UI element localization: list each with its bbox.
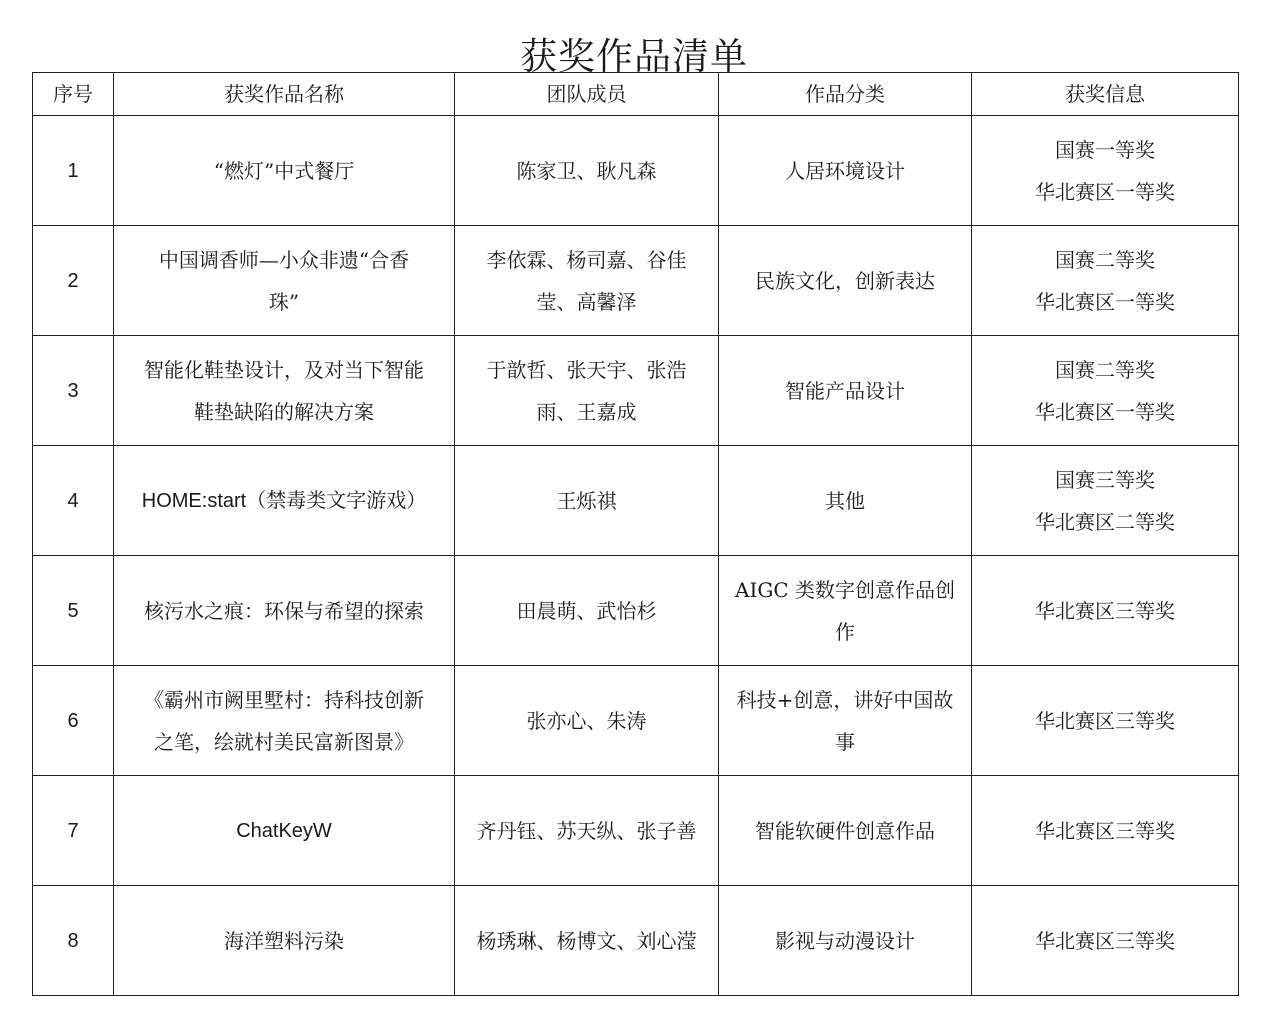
cell-members — [455, 556, 719, 666]
cell-line: 海洋塑料污染 — [224, 928, 344, 953]
cell-line: AIGC 类数字创意作品创 — [735, 577, 955, 602]
cell-category — [719, 776, 972, 886]
cell-category — [719, 446, 972, 556]
cell-line: 齐丹钰、苏天纵、张子善 — [476, 818, 697, 843]
cell-award — [972, 336, 1239, 446]
cell-line: 影视与动漫设计 — [775, 928, 915, 953]
cell-index: 2 — [33, 226, 114, 336]
cell-line: 华北赛区一等奖 — [1035, 289, 1175, 314]
cell-index: 1 — [33, 116, 114, 226]
cell-line: 中国调香师—小众非遗“合香 — [158, 247, 410, 272]
cell-category — [719, 116, 972, 226]
cell-index: 3 — [33, 336, 114, 446]
cell-line: 华北赛区一等奖 — [1035, 179, 1175, 204]
cell-line: 核污水之痕：环保与希望的探索 — [144, 598, 424, 623]
cell-award — [972, 886, 1239, 996]
cell-line: 国赛三等奖 — [1055, 467, 1155, 492]
cell-members — [455, 116, 719, 226]
table-row — [33, 336, 1239, 446]
table-row — [33, 446, 1239, 556]
header-index: 序号 — [33, 73, 114, 116]
cell-line: 科技+创意，讲好中国故 — [736, 687, 954, 712]
cell-name — [114, 336, 455, 446]
cell-line: 其他 — [825, 488, 865, 513]
cell-line: “燃灯”中式餐厅 — [213, 158, 355, 183]
table-row — [33, 776, 1239, 886]
cell-index: 4 — [33, 446, 114, 556]
cell-award — [972, 556, 1239, 666]
cell-line: 国赛一等奖 — [1055, 137, 1155, 162]
cell-line: 智能化鞋垫设计，及对当下智能 — [144, 357, 424, 382]
header-name: 获奖作品名称 — [114, 73, 455, 116]
cell-line: 人居环境设计 — [785, 158, 905, 183]
cell-award — [972, 446, 1239, 556]
cell-index: 5 — [33, 556, 114, 666]
cell-line: 华北赛区三等奖 — [1035, 818, 1175, 843]
cell-index: 8 — [33, 886, 114, 996]
cell-award — [972, 116, 1239, 226]
cell-name — [114, 446, 455, 556]
cell-line: 国赛二等奖 — [1055, 247, 1155, 272]
cell-line: 珠” — [268, 289, 300, 314]
cell-line: 于歆哲、张天宇、张浩 — [486, 357, 687, 382]
cell-category — [719, 666, 972, 776]
cell-line: 华北赛区三等奖 — [1035, 598, 1175, 623]
cell-line: 华北赛区三等奖 — [1035, 708, 1175, 733]
table-row — [33, 556, 1239, 666]
cell-name — [114, 556, 455, 666]
page-title: 获奖作品清单 — [520, 34, 748, 78]
cell-index: 6 — [33, 666, 114, 776]
cell-line: 国赛二等奖 — [1055, 357, 1155, 382]
cell-line: 作 — [835, 619, 855, 644]
cell-category — [719, 336, 972, 446]
cell-line: 事 — [835, 729, 855, 754]
cell-line: HOME:start（禁毒类文字游戏） — [141, 489, 427, 512]
cell-category — [719, 556, 972, 666]
cell-category — [719, 226, 972, 336]
cell-award — [972, 666, 1239, 776]
cell-name — [114, 226, 455, 336]
cell-category — [719, 886, 972, 996]
cell-members — [455, 776, 719, 886]
table-row — [33, 886, 1239, 996]
cell-line: 李依霖、杨司嘉、谷佳 — [486, 247, 687, 272]
award-table — [32, 72, 1239, 996]
cell-line: 王烁祺 — [556, 488, 617, 513]
cell-line: 《霸州市阙里墅村：持科技创新 — [144, 687, 424, 712]
cell-line: 智能软硬件创意作品 — [755, 818, 935, 843]
cell-name — [114, 116, 455, 226]
cell-award — [972, 776, 1239, 886]
cell-line: ChatKeyW — [236, 819, 332, 842]
cell-award — [972, 226, 1239, 336]
cell-line: 民族文化，创新表达 — [755, 268, 935, 293]
table-row — [33, 116, 1239, 226]
header-row — [33, 73, 1239, 116]
cell-members — [455, 226, 719, 336]
cell-line: 华北赛区二等奖 — [1035, 509, 1175, 534]
cell-name — [114, 666, 455, 776]
table-row — [33, 666, 1239, 776]
cell-members — [455, 446, 719, 556]
cell-line: 华北赛区三等奖 — [1035, 928, 1175, 953]
cell-line: 鞋垫缺陷的解决方案 — [194, 399, 374, 424]
cell-line: 华北赛区一等奖 — [1035, 399, 1175, 424]
cell-name — [114, 776, 455, 886]
cell-line: 智能产品设计 — [785, 378, 905, 403]
cell-index: 7 — [33, 776, 114, 886]
cell-line: 张亦心、朱涛 — [526, 708, 647, 733]
cell-name — [114, 886, 455, 996]
cell-members — [455, 666, 719, 776]
cell-line: 雨、王嘉成 — [536, 399, 637, 424]
header-category: 作品分类 — [719, 73, 972, 116]
cell-line: 田晨萌、武怡杉 — [516, 598, 657, 623]
cell-members — [455, 336, 719, 446]
cell-line: 杨琇琳、杨博文、刘心滢 — [476, 928, 697, 953]
header-members: 团队成员 — [455, 73, 719, 116]
cell-line: 之笔，绘就村美民富新图景》 — [154, 729, 414, 754]
cell-members — [455, 886, 719, 996]
cell-line: 陈家卫、耿凡森 — [516, 158, 657, 183]
table-row — [33, 226, 1239, 336]
header-award: 获奖信息 — [972, 73, 1239, 116]
cell-line: 莹、高馨泽 — [536, 289, 637, 314]
